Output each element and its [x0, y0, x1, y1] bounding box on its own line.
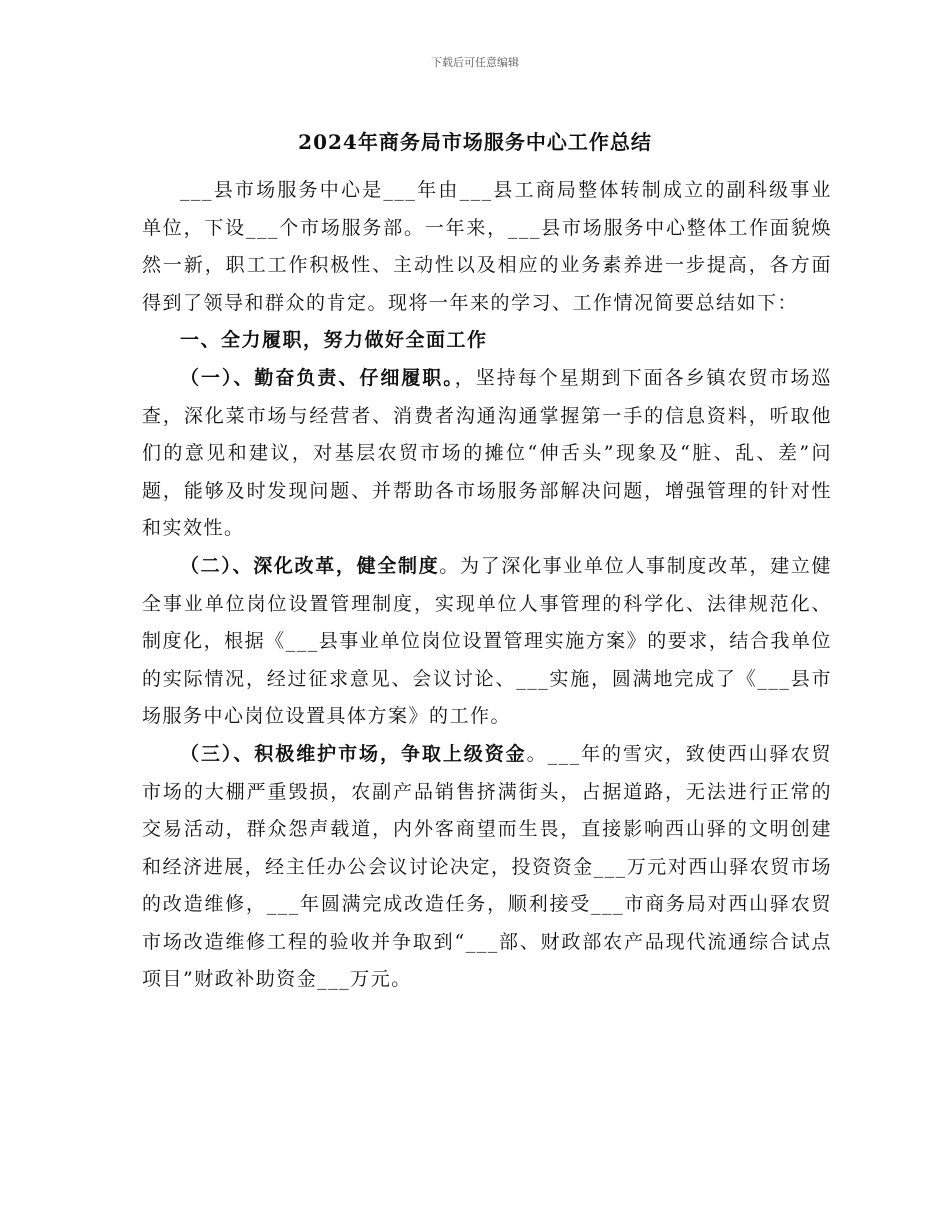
paragraph-2-lead: （二）、深化改革，健全制度	[180, 554, 440, 577]
document-body	[142, 172, 832, 999]
intro-paragraph: ___县市场服务中心是___年由___县工商局整体转制成立的副科级事业单位，下设___个市场服务部。一年来，___县市场服务中心整体工作面貌焕然一新，职工工作积极性、主动性以及相应的业务素养进一步提高，各方面得到了领导和群众的肯定。现将一年来的学习、工作情况简要总结如下：	[142, 179, 832, 314]
section-heading: 一、全力履职，努力做好全面工作	[180, 329, 488, 352]
paragraph-2-body: 。为了深化事业单位人事制度改革，建立健全事业单位岗位设置管理制度，实现单位人事管理的科学化、法律规范化、制度化，根据《___县事业单位岗位设置管理实施方案》的要求，结合我单位的实际情况，经过征求意见、会议讨论、___实施，圆满地完成了《___县市场服务中心岗位设置具体方案》的工作。	[142, 554, 832, 728]
paragraph-3	[142, 736, 832, 999]
header-note: 下载后可任意编辑	[431, 56, 519, 69]
paragraph-3-body: 。___年的雪灾，致使西山驿农贸市场的大棚严重毁损，农副产品销售挤满街头，占据道路，无法进行正常的交易活动，群众怨声载道，内外客商望而生畏，直接影响西山驿的文明创建和经济进展，经主任办公会议讨论决定，投资资金___万元对西山驿农贸市场的改造维修，___年圆满完成改造任务，顺利接受___市商务局对西山驿农贸市场改造维修工程的验收并争取到“___部、财政部农产品现代流通综合试点项目”财政补助资金___万元。	[142, 742, 832, 991]
paragraph-1-lead: （一）、勤奋负责、仔细履职。	[180, 366, 455, 389]
paragraph-3-lead: （三）、积极维护市场，争取上级资金	[180, 742, 527, 765]
document-title: 2024年商务局市场服务中心工作总结	[298, 130, 652, 154]
paragraph-1-body: ，坚持每个星期到下面各乡镇农贸市场巡查，深化菜市场与经营者、消费者沟通沟通掌握第一手的信息资料，听取他们的意见和建议，对基层农贸市场的摊位“伸舌头”现象及“脏、乱、差”问题，能够及时发现问题、并帮助各市场服务部解决问题，增强管理的针对性和实效性。	[142, 366, 832, 540]
paragraph-1	[142, 360, 832, 548]
paragraph-2	[142, 548, 832, 736]
